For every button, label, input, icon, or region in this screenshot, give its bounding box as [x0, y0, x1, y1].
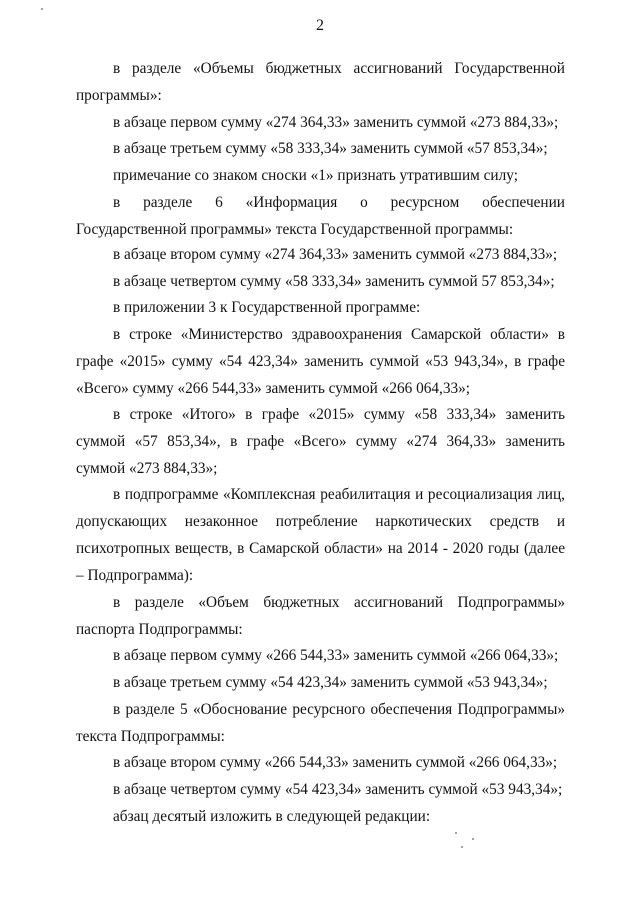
paragraph-1: в разделе «Объемы бюджетных ассигнований Государственной программы»: — [76, 60, 565, 104]
scan-speck — [455, 832, 457, 834]
paragraph-15: в разделе 5 «Обоснование ресурсного обеспечения Подпрограммы» текста Подпрограммы: — [76, 701, 565, 745]
scan-speck — [472, 838, 474, 840]
paragraph-12: в разделе «Объем бюджетных ассигнований Подпрограммы» паспорта Подпрограммы: — [76, 594, 565, 638]
paragraph-2: в абзаце первом сумму «274 364,33» заменить суммой «273 884,33»; — [113, 114, 559, 131]
paragraph-18: абзац десятый изложить в следующей редакции: — [113, 808, 431, 825]
paragraph-5: в разделе 6 «Информация о ресурсном обеспечении Государственной программы» текста Государственной программы: — [76, 194, 565, 238]
scan-speck — [41, 8, 43, 10]
paragraph-14: в абзаце третьем сумму «54 423,34» заменить суммой «53 943,34»; — [113, 674, 548, 691]
paragraph-9: в строке «Министерство здравоохранения Самарской области» в графе «2015» сумму «54 423,34» заменить суммой «53 943,34», в графе «Всего» сумму «266 544,33» заменить суммой «266 064,33»; — [76, 326, 565, 397]
paragraph-11: в подпрограмме «Комплексная реабилитация и ресоциализация лиц, допускающих незаконное потребление наркотических средств и психотропных веществ, в Самарской области» на 2014 - 2020 годы (далее – Подпрограмма): — [76, 486, 565, 584]
paragraph-6: в абзаце втором сумму «274 364,33» заменить суммой «273 884,33»; — [113, 246, 558, 263]
paragraph-16: в абзаце втором сумму «266 544,33» заменить суммой «266 064,33»; — [113, 754, 558, 771]
paragraph-3: в абзаце третьем сумму «58 333,34» заменить суммой «57 853,34»; — [113, 140, 548, 157]
paragraph-8: в приложении 3 к Государственной программе: — [113, 299, 421, 316]
paragraph-17: в абзаце четвертом сумму «54 423,34» заменить суммой «53 943,34»; — [113, 781, 563, 798]
page-number: 2 — [316, 17, 324, 34]
paragraph-4: примечание со знаком сноски «1» признать утратившим силу; — [113, 167, 518, 184]
paragraph-7: в абзаце четвертом сумму «58 333,34» заменить суммой 57 853,34»; — [113, 273, 555, 290]
paragraph-13: в абзаце первом сумму «266 544,33» заменить суммой «266 064,33»; — [113, 647, 559, 664]
paragraph-10: в строке «Итого» в графе «2015» сумму «58 333,34» заменить суммой «57 853,34», в графе «Всего» сумму «274 364,33» заменить суммой «273 884,33»; — [76, 406, 565, 477]
scan-speck — [461, 846, 463, 848]
